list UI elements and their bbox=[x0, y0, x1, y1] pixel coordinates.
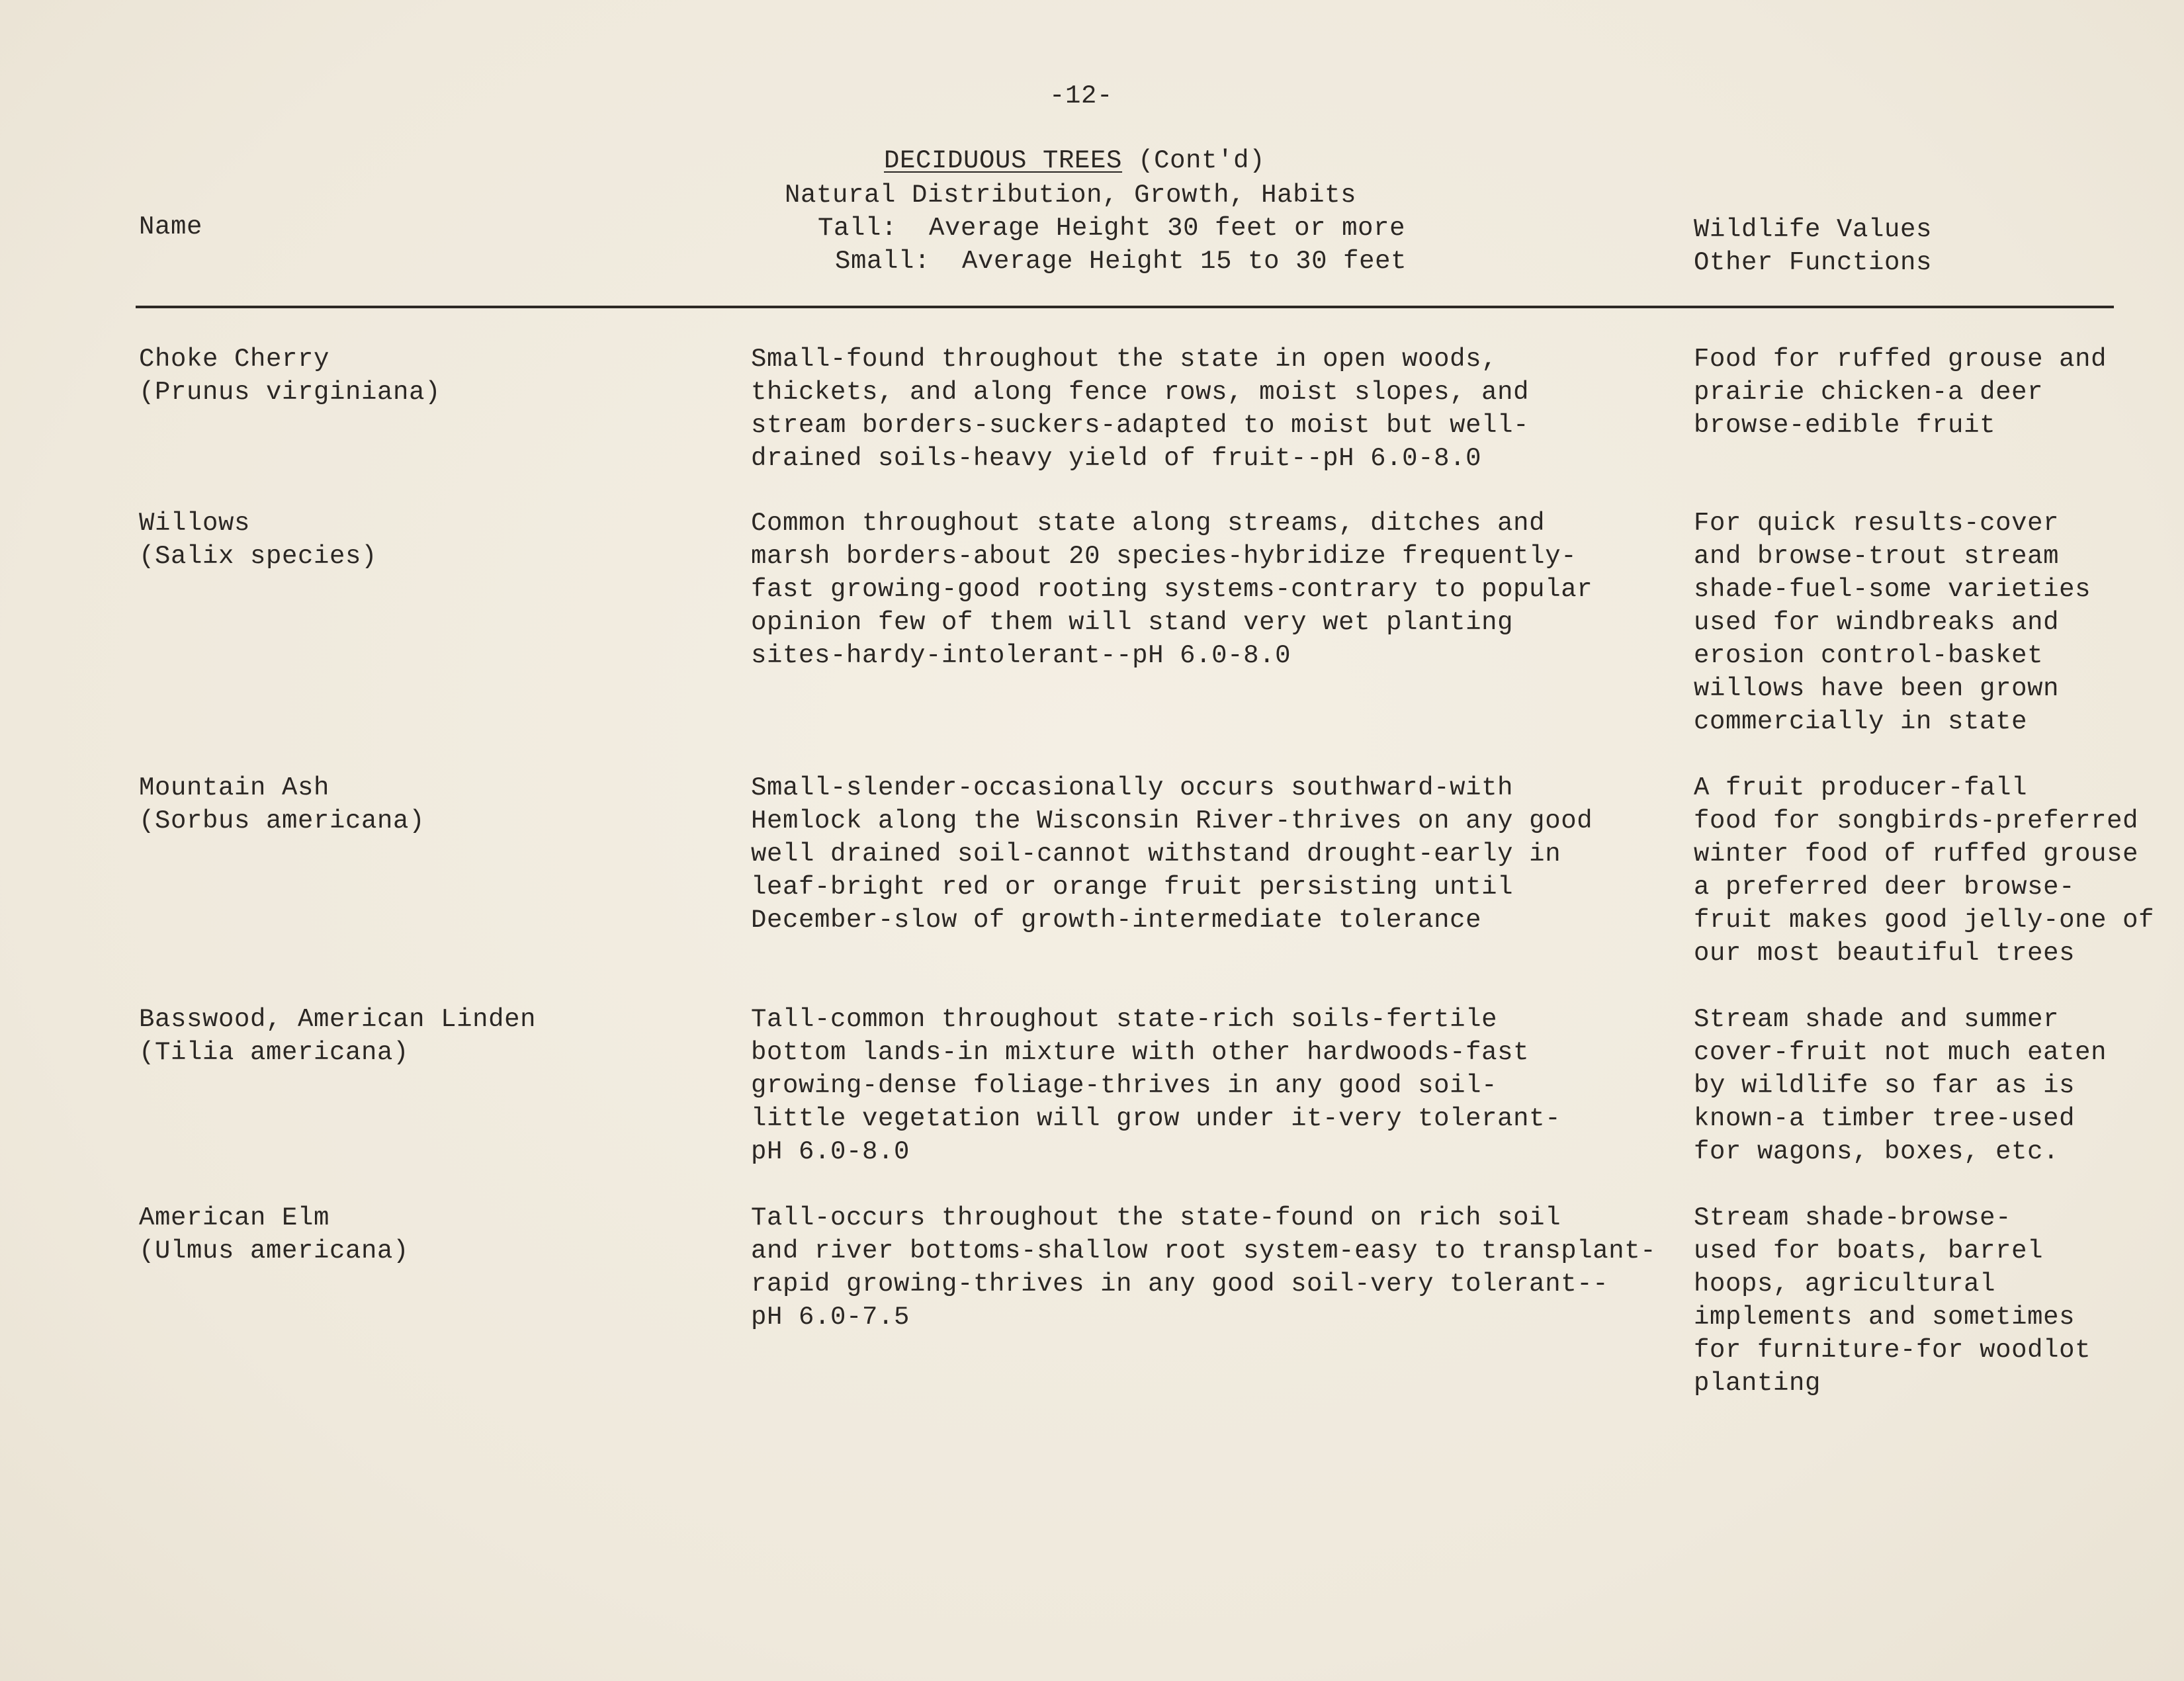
page-number: -12- bbox=[1049, 81, 1114, 110]
scientific-name: (Prunus virginiana) bbox=[139, 378, 441, 407]
column-header-name: Name bbox=[139, 212, 203, 241]
description-line: leaf-bright red or orange fruit persisting until bbox=[751, 873, 1514, 902]
wildlife-line: hoops, agricultural bbox=[1694, 1270, 1996, 1299]
scientific-name: (Tilia americana) bbox=[139, 1038, 410, 1067]
wildlife-line: willows have been grown bbox=[1694, 674, 2060, 703]
wildlife-line: Food for ruffed grouse and bbox=[1694, 345, 2107, 374]
description-line: Tall-occurs throughout the state-found on rich soil bbox=[751, 1203, 1561, 1232]
tree-name bbox=[139, 1201, 409, 1268]
tree-description bbox=[751, 507, 1593, 672]
wildlife-line: A fruit producer-fall bbox=[1694, 773, 2028, 802]
column-header-wildlife: Wildlife Values bbox=[1694, 215, 1933, 244]
description-line: December-slow of growth-intermediate tolerance bbox=[751, 906, 1482, 935]
wildlife-values bbox=[1694, 771, 2154, 970]
scientific-name: (Salix species) bbox=[139, 542, 378, 571]
tree-name bbox=[139, 507, 377, 573]
wildlife-line: and browse-trout stream bbox=[1694, 542, 2060, 571]
wildlife-line: erosion control-basket bbox=[1694, 641, 2044, 670]
tree-description bbox=[751, 1201, 1656, 1334]
subtitle-distribution: Natural Distribution, Growth, Habits bbox=[785, 181, 1357, 210]
description-line: opinion few of them will stand very wet planting bbox=[751, 608, 1514, 637]
description-line: Small-slender-occasionally occurs southward-with bbox=[751, 773, 1514, 802]
wildlife-line: for wagons, boxes, etc. bbox=[1694, 1137, 2060, 1166]
common-name: American Elm bbox=[139, 1203, 330, 1232]
tree-name bbox=[139, 343, 441, 409]
wildlife-line: For quick results-cover bbox=[1694, 509, 2060, 538]
description-line: Common throughout state along streams, ditches and bbox=[751, 509, 1546, 538]
tree-description bbox=[751, 343, 1529, 475]
wildlife-line: Stream shade-browse- bbox=[1694, 1203, 2012, 1232]
description-line: sites-hardy-intolerant--pH 6.0-8.0 bbox=[751, 641, 1291, 670]
wildlife-values bbox=[1694, 1003, 2107, 1168]
wildlife-line: winter food of ruffed grouse bbox=[1694, 840, 2139, 869]
title-suffix: (Cont'd) bbox=[1122, 146, 1266, 175]
wildlife-values bbox=[1694, 343, 2107, 442]
scientific-name: (Ulmus americana) bbox=[139, 1236, 410, 1266]
description-line: and river bottoms-shallow root system-easy to transplant- bbox=[751, 1236, 1657, 1266]
wildlife-line: fruit makes good jelly-one of bbox=[1694, 906, 2155, 935]
wildlife-line: commercially in state bbox=[1694, 707, 2028, 736]
description-line: well drained soil-cannot withstand drought-early in bbox=[751, 840, 1561, 869]
description-line: little vegetation will grow under it-very tolerant- bbox=[751, 1104, 1561, 1133]
description-line: marsh borders-about 20 species-hybridize frequently- bbox=[751, 542, 1577, 571]
description-line: Hemlock along the Wisconsin River-thrives on any good bbox=[751, 806, 1593, 836]
tree-name bbox=[139, 1003, 536, 1069]
column-header-functions: Other Functions bbox=[1694, 248, 1933, 277]
common-name: Choke Cherry bbox=[139, 345, 330, 374]
tree-description bbox=[751, 1003, 1561, 1168]
wildlife-line: known-a timber tree-used bbox=[1694, 1104, 2075, 1133]
description-line: rapid growing-thrives in any good soil-very tolerant-- bbox=[751, 1270, 1609, 1299]
description-line: drained soils-heavy yield of fruit--pH 6.0-8.0 bbox=[751, 444, 1482, 473]
wildlife-line: browse-edible fruit bbox=[1694, 411, 1996, 440]
wildlife-line: used for windbreaks and bbox=[1694, 608, 2060, 637]
description-line: thickets, and along fence rows, moist slopes, and bbox=[751, 378, 1530, 407]
tree-description bbox=[751, 771, 1593, 937]
tree-name bbox=[139, 771, 425, 838]
description-line: pH 6.0-7.5 bbox=[751, 1303, 910, 1332]
common-name: Basswood, American Linden bbox=[139, 1005, 537, 1034]
wildlife-line: shade-fuel-some varieties bbox=[1694, 575, 2091, 604]
page-title bbox=[884, 144, 1265, 177]
wildlife-values bbox=[1694, 1201, 2091, 1400]
description-line: growing-dense foliage-thrives in any good soil- bbox=[751, 1071, 1498, 1100]
header-divider bbox=[136, 306, 2114, 308]
wildlife-line: a preferred deer browse- bbox=[1694, 873, 2075, 902]
description-line: Small-found throughout the state in open woods, bbox=[751, 345, 1498, 374]
wildlife-line: Stream shade and summer bbox=[1694, 1005, 2060, 1034]
wildlife-line: our most beautiful trees bbox=[1694, 939, 2075, 968]
wildlife-line: food for songbirds-preferred bbox=[1694, 806, 2139, 836]
wildlife-values bbox=[1694, 507, 2091, 738]
description-line: bottom lands-in mixture with other hardwoods-fast bbox=[751, 1038, 1530, 1067]
description-line: stream borders-suckers-adapted to moist but well- bbox=[751, 411, 1530, 440]
wildlife-line: cover-fruit not much eaten bbox=[1694, 1038, 2107, 1067]
wildlife-line: used for boats, barrel bbox=[1694, 1236, 2044, 1266]
description-line: pH 6.0-8.0 bbox=[751, 1137, 910, 1166]
common-name: Mountain Ash bbox=[139, 773, 330, 802]
wildlife-line: by wildlife so far as is bbox=[1694, 1071, 2075, 1100]
common-name: Willows bbox=[139, 509, 251, 538]
subtitle-small: Small: Average Height 15 to 30 feet bbox=[835, 247, 1407, 276]
description-line: fast growing-good rooting systems-contrary to popular bbox=[751, 575, 1593, 604]
title-main: DECIDUOUS TREES bbox=[884, 146, 1123, 175]
wildlife-line: planting bbox=[1694, 1369, 1821, 1398]
scientific-name: (Sorbus americana) bbox=[139, 806, 425, 836]
subtitle-tall: Tall: Average Height 30 feet or more bbox=[818, 214, 1406, 243]
wildlife-line: for furniture-for woodlot bbox=[1694, 1336, 2091, 1365]
description-line: Tall-common throughout state-rich soils-fertile bbox=[751, 1005, 1498, 1034]
wildlife-line: prairie chicken-a deer bbox=[1694, 378, 2044, 407]
wildlife-line: implements and sometimes bbox=[1694, 1303, 2075, 1332]
